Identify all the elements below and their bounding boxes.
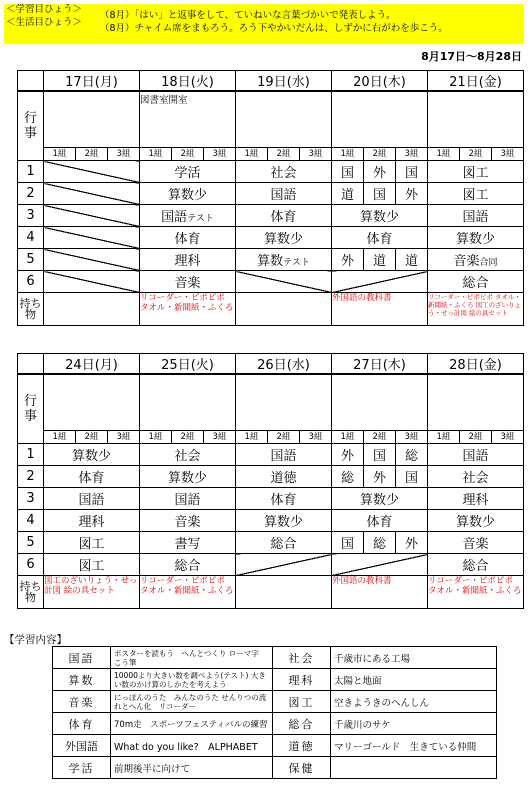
content-title: 【学習内容】 bbox=[4, 634, 67, 646]
kumi-row: 1組 2組 3組 bbox=[236, 148, 332, 161]
mochimono-label: 持ち物 bbox=[18, 293, 44, 326]
subject-cell: 社会 bbox=[140, 444, 236, 466]
subject-cell: 図工 bbox=[44, 532, 140, 554]
period-label: 4 bbox=[18, 510, 44, 532]
period-label: 1 bbox=[18, 161, 44, 183]
subject-name: 理科 bbox=[273, 669, 331, 691]
period-label: 3 bbox=[18, 488, 44, 510]
content-text bbox=[331, 757, 497, 779]
goals-banner bbox=[4, 4, 524, 44]
learning-content-table bbox=[52, 646, 497, 779]
subject-name: 算数 bbox=[53, 669, 111, 691]
gyoji-cell bbox=[428, 91, 524, 148]
subject-cell: 国 外 国 bbox=[332, 161, 428, 183]
subject-name: 総合 bbox=[273, 713, 331, 735]
mochimono-cell: リコーダー・ピポピポ タオル・新聞紙・ふくろ 図工のざいりょう・せっ計図 絵の具セット bbox=[428, 293, 524, 326]
mochimono-cell: リコーダー・ピポピポ タオル・新聞紙・ふくろ bbox=[428, 576, 524, 609]
mochimono-cell: 外国語の教科書 bbox=[332, 576, 428, 609]
schedule-week1 bbox=[17, 70, 524, 326]
subject-cell: 国語 bbox=[44, 488, 140, 510]
subject-cell: 音楽 bbox=[140, 271, 236, 293]
subject-cell: 算数テスト bbox=[236, 249, 332, 271]
subject-cell: 算数少 bbox=[140, 183, 236, 205]
subject-cell: 図工 bbox=[428, 183, 524, 205]
gyoji-cell bbox=[236, 374, 332, 431]
subject-cell: 学活 bbox=[140, 161, 236, 183]
subject-name: 保健 bbox=[273, 757, 331, 779]
seikatsu-label: ＜生活目ひょう＞ bbox=[6, 17, 83, 28]
period-label: 1 bbox=[18, 444, 44, 466]
kumi-row: 1組 2組 3組 bbox=[428, 431, 524, 444]
subject-cell: 国語 bbox=[140, 488, 236, 510]
gakushu-text: （8月）「はい」と返事をして、ていねいな言葉づかいで発表しよう。 bbox=[100, 10, 396, 21]
day-header: 21日(金) bbox=[428, 71, 524, 92]
subject-cell: 社会 bbox=[428, 466, 524, 488]
subject-cell: 社会 bbox=[236, 161, 332, 183]
subject-cell: 体育 bbox=[332, 227, 428, 249]
content-text: にっぽんのうた みんなのうた せんりつの流れとへん化 リコーダー bbox=[111, 691, 273, 713]
period-label: 5 bbox=[18, 532, 44, 554]
subject-cell: 外 道 道 bbox=[332, 249, 428, 271]
gyoji-cell: 図書室開室 bbox=[140, 91, 236, 148]
subject-cell: 総合 bbox=[428, 554, 524, 576]
table-row bbox=[53, 713, 497, 735]
empty-slot bbox=[44, 227, 140, 249]
gyoji-cell bbox=[44, 91, 140, 148]
subject-name: 国語 bbox=[53, 647, 111, 669]
subject-cell: 算数少 bbox=[236, 227, 332, 249]
subject-name: 音楽 bbox=[53, 691, 111, 713]
kumi-row: 1組 2組 3組 bbox=[428, 148, 524, 161]
day-header: 27日(木) bbox=[332, 354, 428, 375]
subject-name: 外国語 bbox=[53, 735, 111, 757]
content-text: マリーゴールド 生きている仲間 bbox=[331, 735, 497, 757]
subject-cell: 国語 bbox=[236, 444, 332, 466]
content-text: 千歳市にある工場 bbox=[331, 647, 497, 669]
gyoji-cell bbox=[332, 374, 428, 431]
corner-cell bbox=[18, 71, 44, 92]
subject-cell: 体育 bbox=[236, 205, 332, 227]
subject-cell: 理科 bbox=[428, 488, 524, 510]
subject-cell: 音楽 bbox=[140, 510, 236, 532]
day-header: 28日(金) bbox=[428, 354, 524, 375]
subject-cell: 書写 bbox=[140, 532, 236, 554]
kumi-row: 1組 2組 3組 bbox=[332, 148, 428, 161]
table-row bbox=[53, 757, 497, 779]
subject-cell: 総合 bbox=[140, 554, 236, 576]
subject-name: 社会 bbox=[273, 647, 331, 669]
table-row bbox=[53, 669, 497, 691]
period-label: 4 bbox=[18, 227, 44, 249]
empty-slot bbox=[44, 183, 140, 205]
content-text: 太陽と地面 bbox=[331, 669, 497, 691]
content-text: 千歳川のサケ bbox=[331, 713, 497, 735]
subject-cell: 図工 bbox=[44, 554, 140, 576]
kumi-row: 1組 2組 3組 bbox=[44, 148, 140, 161]
schedule-week2 bbox=[17, 353, 524, 609]
mochimono-cell: リコーダー・ピポピポ タオル・新聞紙・ふくろ bbox=[140, 293, 236, 326]
content-text: ポスターを読もう へんとつくり ローマ字 こう筆 bbox=[111, 647, 273, 669]
subject-cell: 道徳 bbox=[236, 466, 332, 488]
empty-slot bbox=[44, 161, 140, 183]
subject-cell: 理科 bbox=[44, 510, 140, 532]
mochimono-label: 持ち物 bbox=[18, 576, 44, 609]
day-header: 24日(月) bbox=[44, 354, 140, 375]
mochimono-cell: 外国語の教科書 bbox=[332, 293, 428, 326]
empty-slot bbox=[44, 249, 140, 271]
subject-cell: 算数少 bbox=[332, 205, 428, 227]
content-text: What do you like? ALPHABET bbox=[111, 735, 273, 757]
subject-cell: 算数少 bbox=[332, 488, 428, 510]
mochimono-cell: 図工のざいりょう・せっ計図 絵の具セット bbox=[44, 576, 140, 609]
table-row bbox=[53, 735, 497, 757]
subject-cell: 国語 bbox=[428, 444, 524, 466]
table-row bbox=[53, 647, 497, 669]
corner-cell bbox=[18, 354, 44, 375]
gyoji-label: 行事 bbox=[18, 91, 44, 161]
kumi-row: 1組 2組 3組 bbox=[236, 431, 332, 444]
subject-cell: 国語テスト bbox=[140, 205, 236, 227]
gyoji-cell bbox=[44, 374, 140, 431]
subject-cell: 体育 bbox=[236, 488, 332, 510]
period-label: 6 bbox=[18, 554, 44, 576]
gakushu-label: ＜学習目ひょう＞ bbox=[6, 4, 83, 15]
gyoji-cell bbox=[236, 91, 332, 148]
subject-cell: 理科 bbox=[140, 249, 236, 271]
day-header: 26日(水) bbox=[236, 354, 332, 375]
day-header: 19日(水) bbox=[236, 71, 332, 92]
subject-cell: 総合 bbox=[236, 532, 332, 554]
mochimono-cell bbox=[44, 293, 140, 326]
empty-slot bbox=[44, 205, 140, 227]
day-header: 20日(木) bbox=[332, 71, 428, 92]
gyoji-cell bbox=[140, 374, 236, 431]
subject-cell: 図工 bbox=[428, 161, 524, 183]
subject-cell: 道 国 外 bbox=[332, 183, 428, 205]
subject-cell: 算数少 bbox=[236, 510, 332, 532]
empty-slot bbox=[236, 554, 332, 576]
day-header: 17日(月) bbox=[44, 71, 140, 92]
period-label: 5 bbox=[18, 249, 44, 271]
period-label: 3 bbox=[18, 205, 44, 227]
content-text: 70m走 スポーツフェスティバルの練習 bbox=[111, 713, 273, 735]
gyoji-cell bbox=[428, 374, 524, 431]
subject-name: 体育 bbox=[53, 713, 111, 735]
gyoji-cell bbox=[332, 91, 428, 148]
day-header: 25日(火) bbox=[140, 354, 236, 375]
day-header: 18日(火) bbox=[140, 71, 236, 92]
subject-cell: 国語 bbox=[236, 183, 332, 205]
subject-cell: 総合 bbox=[428, 271, 524, 293]
subject-cell: 体育 bbox=[140, 227, 236, 249]
content-text: 前期後半に向けて bbox=[111, 757, 273, 779]
mochimono-cell bbox=[236, 293, 332, 326]
subject-name: 学活 bbox=[53, 757, 111, 779]
date-range: 8月17日～8月28日 bbox=[421, 50, 522, 63]
period-label: 6 bbox=[18, 271, 44, 293]
period-label: 2 bbox=[18, 183, 44, 205]
table-row bbox=[53, 691, 497, 713]
kumi-row: 1組 2組 3組 bbox=[140, 431, 236, 444]
kumi-row: 1組 2組 3組 bbox=[332, 431, 428, 444]
subject-cell: 国語 bbox=[428, 205, 524, 227]
empty-slot bbox=[44, 271, 140, 293]
mochimono-cell: リコーダー・ピポピポ タオル・新聞紙・ふくろ bbox=[140, 576, 236, 609]
subject-cell: 体育 bbox=[332, 510, 428, 532]
content-text: 空きようきのへんしん bbox=[331, 691, 497, 713]
kumi-row: 1組 2組 3組 bbox=[140, 148, 236, 161]
subject-cell: 算数少 bbox=[140, 466, 236, 488]
gyoji-label: 行事 bbox=[18, 374, 44, 444]
subject-cell: 体育 bbox=[44, 466, 140, 488]
mochimono-cell bbox=[236, 576, 332, 609]
empty-slot bbox=[236, 271, 332, 293]
subject-name: 道徳 bbox=[273, 735, 331, 757]
subject-cell: 国 総 外 bbox=[332, 532, 428, 554]
seikatsu-text: （8月）チャイム席をまもろう。ろう下やかいだんは、しずかに右がわを歩こう。 bbox=[100, 23, 448, 34]
content-text: 10000より大きい数を調べよう(テスト) 大きい数のかけ算のしかたを考えよう bbox=[111, 669, 273, 691]
subject-cell: 算数少 bbox=[428, 227, 524, 249]
subject-cell: 総 外 国 bbox=[332, 466, 428, 488]
subject-cell: 音楽 bbox=[428, 532, 524, 554]
empty-slot bbox=[332, 271, 428, 293]
subject-cell: 算数少 bbox=[428, 510, 524, 532]
subject-name: 図工 bbox=[273, 691, 331, 713]
subject-cell: 外 国 総 bbox=[332, 444, 428, 466]
subject-cell: 算数少 bbox=[44, 444, 140, 466]
empty-slot bbox=[332, 554, 428, 576]
period-label: 2 bbox=[18, 466, 44, 488]
kumi-row: 1組 2組 3組 bbox=[44, 431, 140, 444]
subject-cell: 音楽合同 bbox=[428, 249, 524, 271]
